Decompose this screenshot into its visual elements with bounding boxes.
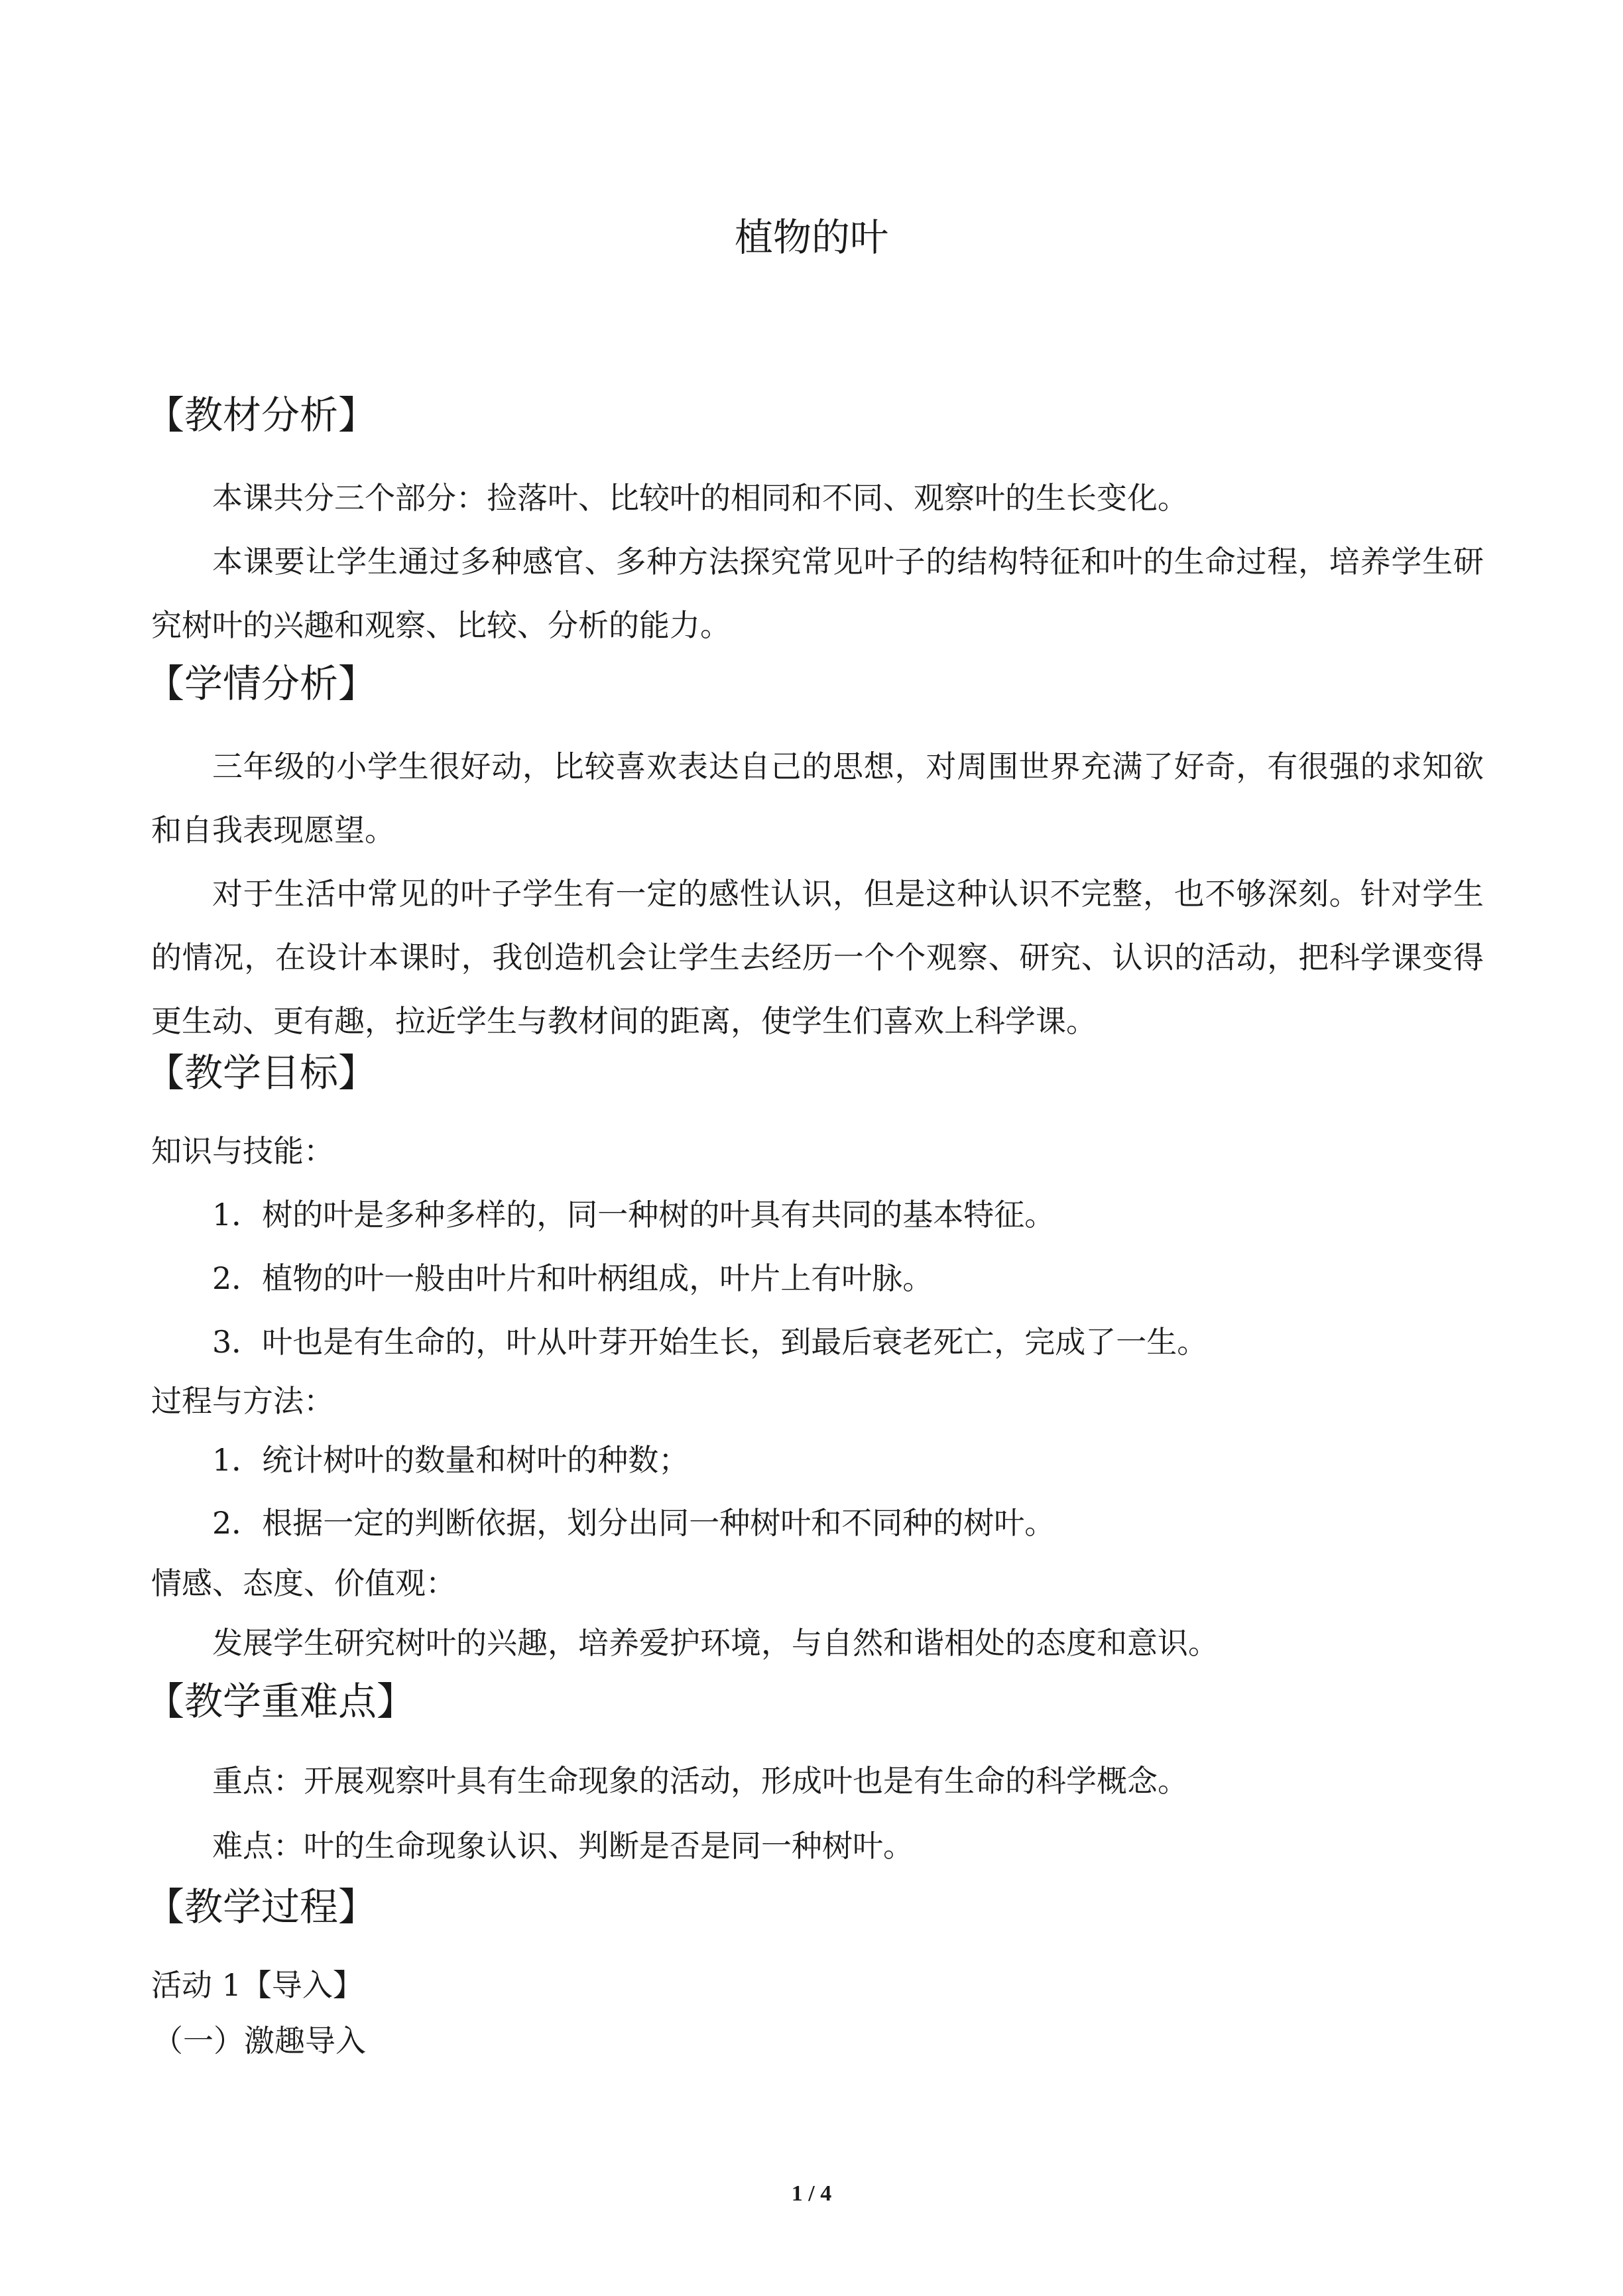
list-item: 2．植物的叶一般由叶片和叶柄组成，叶片上有叶脉。 bbox=[212, 1260, 933, 1296]
paragraph: 三年级的小学生很好动，比较喜欢表达自己的思想，对周围世界充满了好奇，有很强的求知欲和自我表现愿望。 bbox=[151, 749, 1484, 848]
page-title: 植物的叶 bbox=[734, 215, 888, 260]
attitude-text: 发展学生研究树叶的兴趣，培养爱护环境，与自然和谐相处的态度和意识。 bbox=[212, 1625, 1219, 1661]
list-item: 1．树的叶是多种多样的，同一种树的叶具有共同的基本特征。 bbox=[212, 1197, 1055, 1233]
heading-teaching-process: 【教学过程】 bbox=[146, 1884, 377, 1929]
list-item: 1．统计树叶的数量和树叶的种数； bbox=[212, 1442, 690, 1478]
subsection-label: （一）激趣导入 bbox=[152, 2023, 366, 2059]
heading-student-analysis: 【学情分析】 bbox=[146, 661, 377, 706]
difficult-point: 难点：叶的生命现象认识、判断是否是同一种树叶。 bbox=[212, 1828, 914, 1864]
list-item: 3．叶也是有生命的，叶从叶芽开始生长，到最后衰老死亡，完成了一生。 bbox=[212, 1324, 1208, 1360]
activity-label: 活动 1【导入】 bbox=[151, 1967, 363, 2003]
heading-textbook-analysis: 【教材分析】 bbox=[146, 393, 377, 438]
key-point: 重点：开展观察叶具有生命现象的活动，形成叶也是有生命的科学概念。 bbox=[212, 1763, 1188, 1799]
heading-key-points: 【教学重难点】 bbox=[146, 1679, 416, 1724]
process-label: 过程与方法： bbox=[151, 1383, 334, 1419]
knowledge-label: 知识与技能： bbox=[151, 1133, 334, 1169]
attitude-label: 情感、态度、价值观： bbox=[151, 1565, 456, 1601]
page-number: 1 / 4 bbox=[791, 2181, 832, 2206]
list-item: 2．根据一定的判断依据，划分出同一种树叶和不同种的树叶。 bbox=[212, 1505, 1055, 1541]
paragraph: 对于生活中常见的叶子学生有一定的感性认识，但是这种认识不完整，也不够深刻。针对学生的情况，在设计本课时，我创造机会让学生去经历一个个观察、研究、认识的活动，把科学课变得更生动、更有趣，拉近学生与教材间的距离，使学生们喜欢上科学课。 bbox=[151, 876, 1484, 1039]
heading-teaching-goals: 【教学目标】 bbox=[146, 1050, 377, 1095]
paragraph: 本课要让学生通过多种感官、多种方法探究常见叶子的结构特征和叶的生命过程，培养学生研究树叶的兴趣和观察、比较、分析的能力。 bbox=[151, 544, 1484, 643]
paragraph: 本课共分三个部分：捡落叶、比较叶的相同和不同、观察叶的生长变化。 bbox=[212, 480, 1188, 516]
